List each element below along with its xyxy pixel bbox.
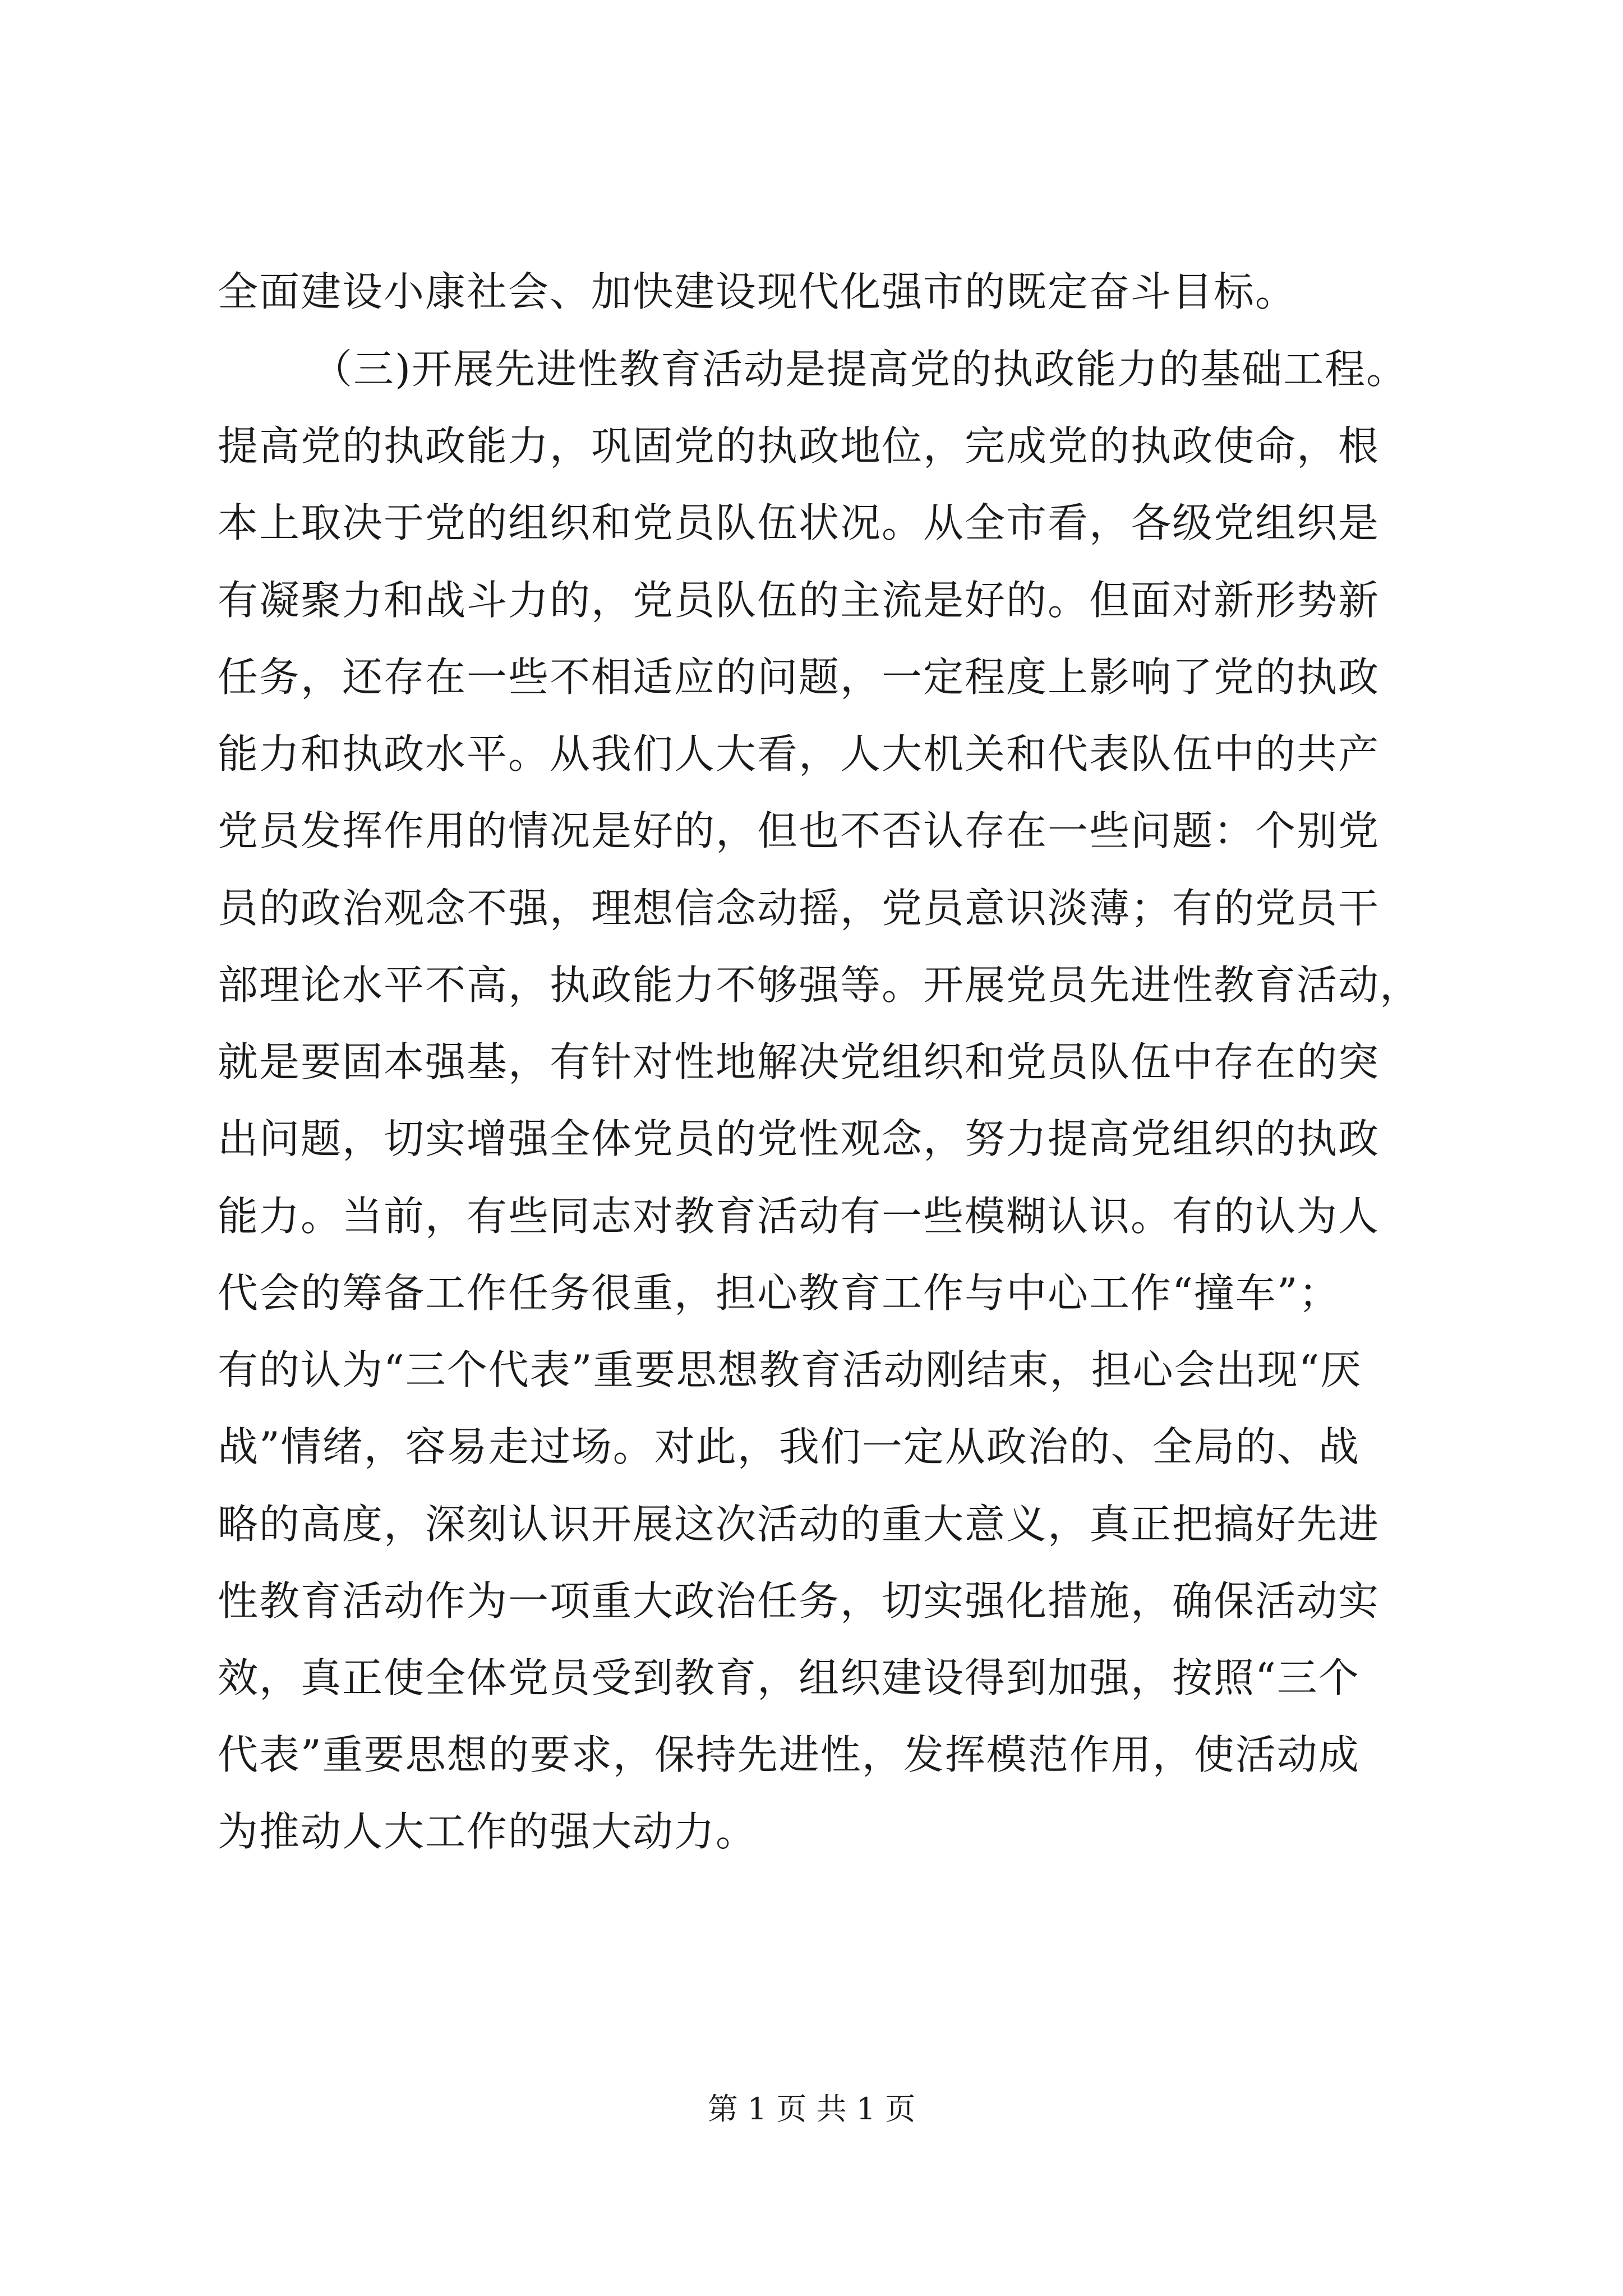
paragraph-line: 有凝聚力和战斗力的，党员队伍的主流是好的。但面对新形势新	[218, 577, 1380, 624]
paragraph-line: 有的认为“三个代表”重要思想教育活动刚结束，担心会出现“厌	[218, 1346, 1362, 1393]
paragraph-line: 效，真正使全体党员受到教育，组织建设得到加强，按照“三个	[218, 1654, 1360, 1701]
paragraph-line: 代会的筹备工作任务很重，担心教育工作与中心工作“撞车”；	[218, 1269, 1340, 1317]
paragraph-line: 代表”重要思想的要求，保持先进性，发挥模范作用，使活动成	[218, 1731, 1360, 1778]
paragraph-line: 员的政治观念不强，理想信念动摇，党员意识淡薄；有的党员干	[218, 885, 1380, 932]
paragraph-line: 就是要固本强基，有针对性地解决党组织和党员队伍中存在的突	[218, 1038, 1380, 1085]
paragraph-line: 部理论水平不高，执政能力不够强等。开展党员先进性教育活动，	[218, 961, 1422, 1009]
section-heading: （三)开展先进性教育活动是提高党的执政能力的基础工程。	[312, 346, 1408, 393]
paragraph-line: 提高党的执政能力，巩固党的执政地位，完成党的执政使命，根	[218, 422, 1380, 470]
paragraph-line: 本上取决于党的组织和党员队伍状况。从全市看，各级党组织是	[218, 499, 1380, 546]
paragraph-line: 党员发挥作用的情况是好的，但也不否认存在一些问题：个别党	[218, 807, 1380, 854]
paragraph-line: 能力和执政水平。从我们人大看，人大机关和代表队伍中的共产	[218, 730, 1380, 777]
paragraph-line: 全面建设小康社会、加快建设现代化强市的既定奋斗目标。	[218, 268, 1297, 315]
paragraph-line: 为推动人大工作的强大动力。	[218, 1808, 758, 1855]
paragraph-line: 能力。当前，有些同志对教育活动有一些模糊认识。有的认为人	[218, 1193, 1380, 1240]
page-number-footer: 第 1 页 共 1 页	[707, 2091, 916, 2127]
paragraph-line: 性教育活动作为一项重大政治任务，切实强化措施，确保活动实	[218, 1577, 1380, 1625]
paragraph-line: 略的高度，深刻认识开展这次活动的重大意义，真正把搞好先进	[218, 1501, 1380, 1548]
paragraph-line: 任务，还存在一些不相适应的问题，一定程度上影响了党的执政	[218, 654, 1380, 701]
paragraph-line: 出问题，切实增强全体党员的党性观念，努力提高党组织的执政	[218, 1115, 1380, 1162]
paragraph-line: 战”情绪，容易走过场。对此，我们一定从政治的、全局的、战	[218, 1423, 1360, 1470]
